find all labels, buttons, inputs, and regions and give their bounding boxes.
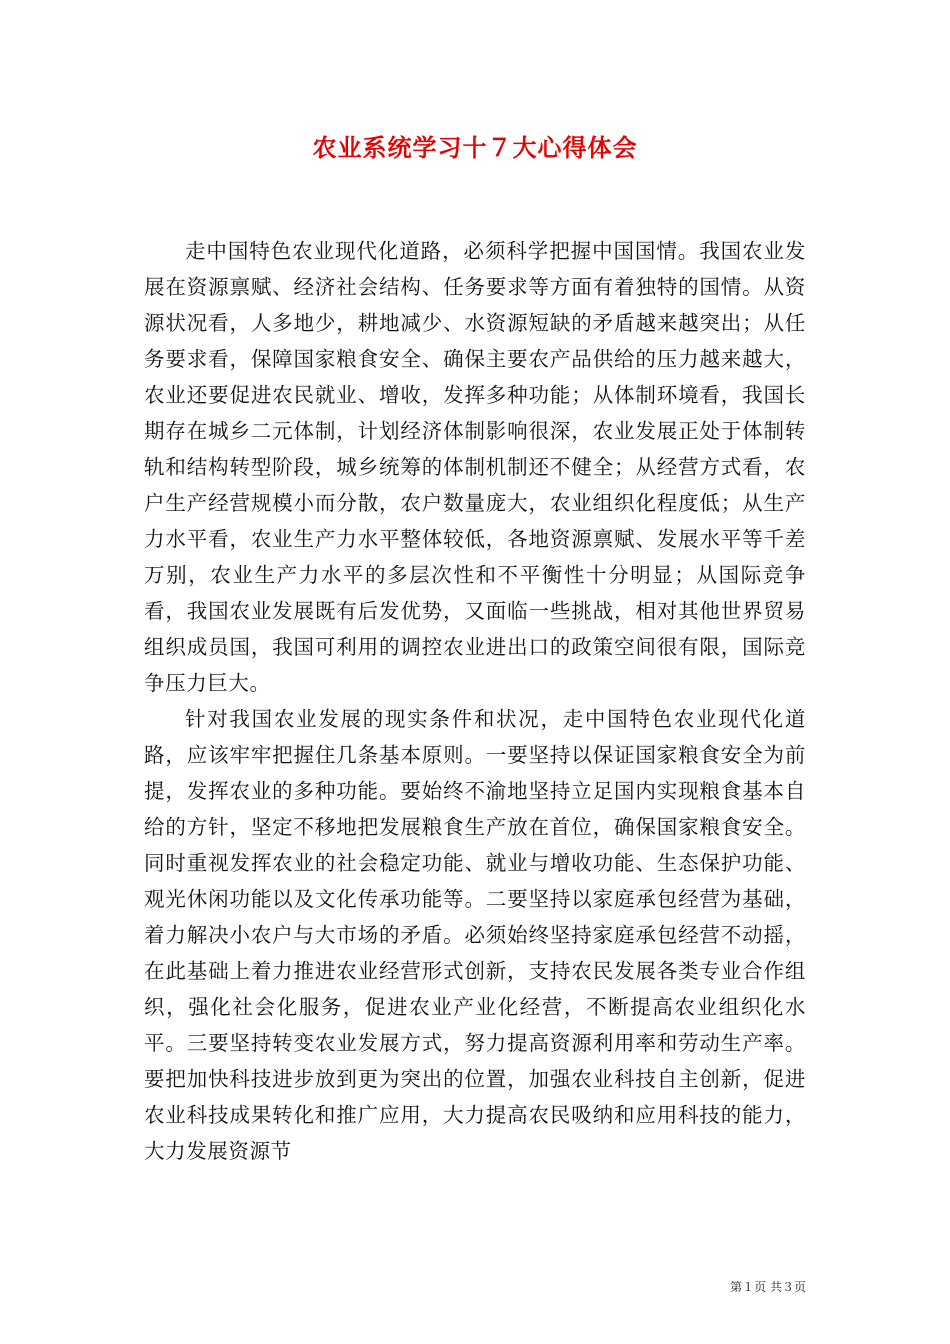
paragraph-1: 走中国特色农业现代化道路，必须科学把握中国国情。我国农业发展在资源禀赋、经济社会结构、任务要求等方面有着独特的国情。从资源状况看，人多地少，耕地减少、水资源短缺的矛盾越来越突出；从任务要求看，保障国家粮食安全、确保主要农产品供给的压力越来越大，农业还要促进农民就业、增收，发挥多种功能；从体制环境看，我国长期存在城乡二元体制，计划经济体制影响很深，农业发展正处于体制转轨和结构转型阶段，城乡统筹的体制机制还不健全；从经营方式看，农户生产经营规模小而分散，农户数量庞大，农业组织化程度低；从生产力水平看，农业生产力水平整体较低，各地资源禀赋、发展水平等千差万别，农业生产力水平的多层次性和不平衡性十分明显；从国际竞争看，我国农业发展既有后发优势，又面临一些挑战，相对其他世界贸易组织成员国，我国可利用的调控农业进出口的政策空间很有限，国际竞争压力巨大。	[144, 239, 806, 695]
paragraph-2: 针对我国农业发展的现实条件和状况，走中国特色农业现代化道路，应该牢牢把握住几条基本原则。一要坚持以保证国家粮食安全为前提，发挥农业的多种功能。要始终不渝地坚持立足国内实现粮食基本自给的方针，坚定不移地把发展粮食生产放在首位，确保国家粮食安全。同时重视发挥农业的社会稳定功能、就业与增收功能、生态保护功能、观光休闲功能以及文化传承功能等。二要坚持以家庭承包经营为基础，着力解决小农户与大市场的矛盾。必须始终坚持家庭承包经营不动摇，在此基础上着力推进农业经营形式创新，支持农民发展各类专业合作组织，强化社会化服务，促进农业产业化经营，不断提高农业组织化水平。三要坚持转变农业发展方式，努力提高资源利用率和劳动生产率。要把加快科技进步放到更为突出的位置，加强农业科技自主创新，促进农业科技成果转化和推广应用，大力提高农民吸纳和应用科技的能力，大力发展资源节	[144, 707, 806, 1163]
document-body	[144, 233, 806, 1169]
page-number: 第１页 共３页	[730, 1280, 806, 1294]
document-title: 农业系统学习十７大心得体会	[312, 133, 638, 162]
